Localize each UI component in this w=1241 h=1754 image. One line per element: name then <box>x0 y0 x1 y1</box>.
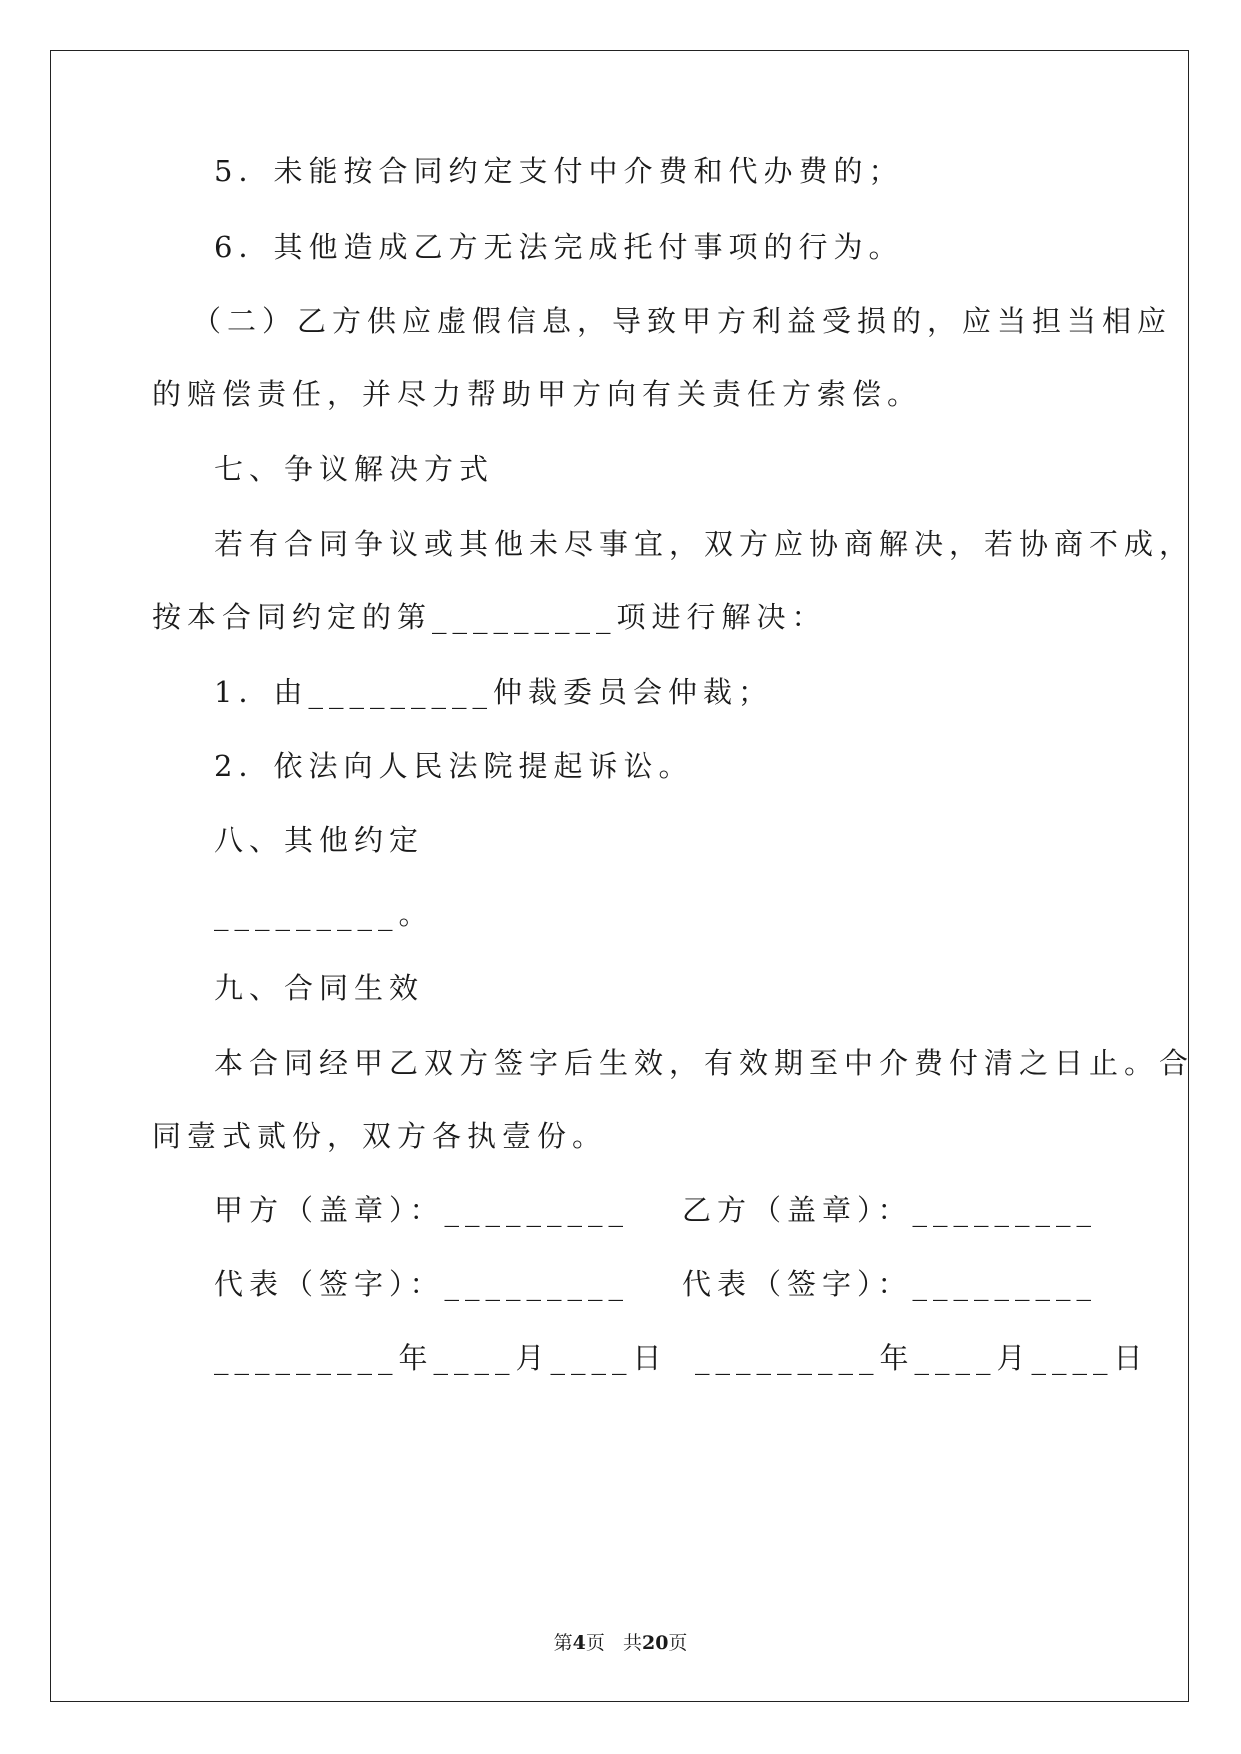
dispute-option-litigation: 2．依法向人民法院提起诉讼。 <box>214 749 694 783</box>
paragraph-effect-cont: 同壹式贰份，双方各执壹份。 <box>152 1119 608 1153</box>
total-prefix: 共 <box>622 1632 642 1654</box>
page-border <box>50 50 1189 1702</box>
other-terms-blank: _________。 <box>214 897 434 931</box>
page-prefix: 第 <box>553 1632 573 1654</box>
total-suffix: 页 <box>668 1632 688 1654</box>
paragraph-effect: 本合同经甲乙双方签字后生效，有效期至中介费付清之日止。合 <box>214 1046 1195 1080</box>
party-b-date-field: _________年____月____日 <box>695 1341 1149 1375</box>
page-footer <box>0 1628 1241 1655</box>
party-a-seal-field: 甲方（盖章）：_________ <box>214 1193 630 1227</box>
paragraph-party-b-liability-cont: 的赔偿责任，并尽力帮助甲方向有关责任方索偿。 <box>152 377 923 411</box>
paragraph-dispute-cont: 按本合同约定的第_________项进行解决： <box>152 600 827 634</box>
page-suffix: 页 <box>585 1632 605 1654</box>
party-a-representative-field: 代表（签字）：_________ <box>214 1267 630 1301</box>
total-pages: 20 <box>641 1632 669 1654</box>
paragraph-party-b-liability: （二）乙方供应虚假信息，导致甲方利益受损的，应当担当相应 <box>192 304 1173 338</box>
section-heading-effect: 九、合同生效 <box>214 971 425 1005</box>
dispute-option-arbitration: 1．由_________仲裁委员会仲裁； <box>214 675 773 709</box>
clause-item-6: 6．其他造成乙方无法完成托付事项的行为。 <box>214 230 904 264</box>
clause-item-5: 5．未能按合同约定支付中介费和代办费的； <box>214 154 904 188</box>
section-heading-other: 八、其他约定 <box>214 823 425 857</box>
page-number: 4 <box>572 1632 586 1654</box>
party-b-representative-field: 代表（签字）：_________ <box>682 1267 1098 1301</box>
party-b-seal-field: 乙方（盖章）：_________ <box>682 1193 1098 1227</box>
section-heading-dispute: 七、争议解决方式 <box>214 452 495 486</box>
party-a-date-field: _________年____月____日 <box>214 1341 668 1375</box>
paragraph-dispute: 若有合同争议或其他未尽事宜，双方应协商解决，若协商不成， <box>214 527 1195 561</box>
